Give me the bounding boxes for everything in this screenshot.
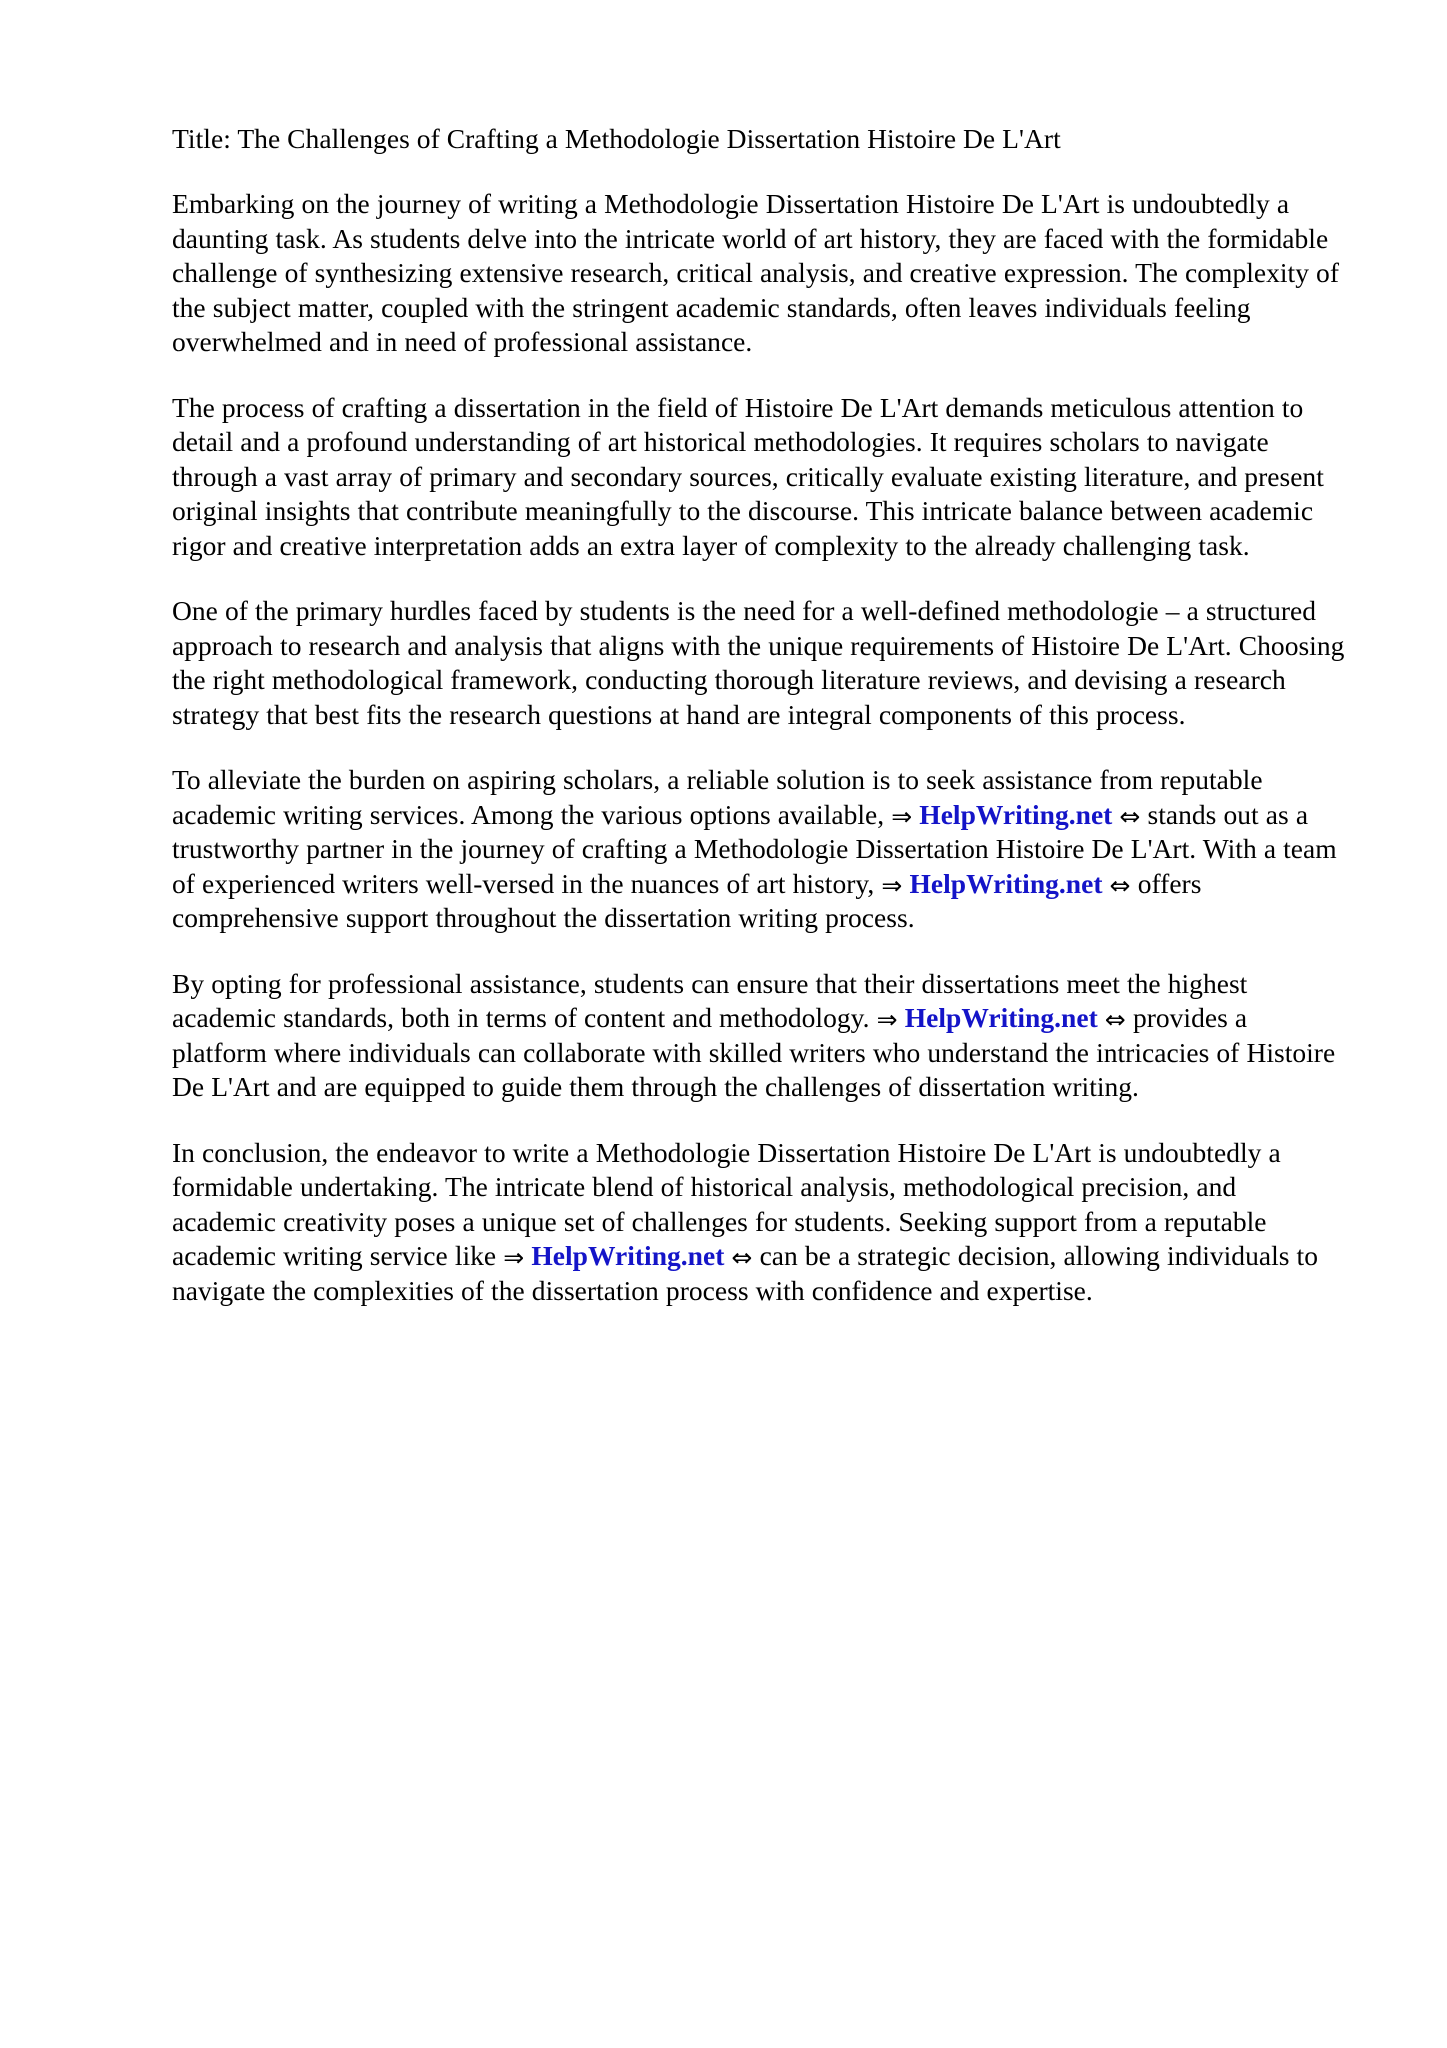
left-right-double-arrow-icon: ⇔ [1109,870,1131,900]
helpwriting-link-group[interactable] [503,1240,752,1271]
double-right-arrow-icon: ⇒ [891,801,913,831]
double-right-arrow-icon: ⇒ [876,1005,898,1034]
helpwriting-link-group[interactable] [877,1002,1126,1033]
paragraph-intro: Embarking on the journey of writing a Methodologie Dissertation Histoire De L'Art is undoubtedly a daunting task. As students delve into the intricate world of art history, they are faced with the formidable challenge of synthesizing extensive research, critical analysis, and creative expression. The complexity of the subject matter, coupled with the stringent academic standards, often leaves individuals feeling overwhelmed and in need of professional assistance. [172,188,1340,357]
helpwriting-link[interactable]: HelpWriting.net [531,1240,725,1271]
paragraph-alleviate: To alleviate the burden on aspiring scholars, a reliable solution is to seek assistance from reputable academic writing services. Among the various options available, ⇒ HelpWriting.net ⇔ stands out as a trustworthy partner in the journey of crafting a Methodologie Dissertation Histoire De L'Art. With a team of experienced writers well-versed in the nuances of art history, ⇒ HelpWriting.net ⇔ offers comprehensive support throughout the dissertation writing process. [172,764,1337,933]
left-right-double-arrow-icon: ⇔ [731,1243,753,1272]
paragraph-process: The process of crafting a dissertation in the field of Histoire De L'Art demands meticulous attention to detail and a profound understanding of art historical methodologies. It requires scholars to navigate through a vast array of primary and secondary sources, critically evaluate existing literature, and present original insights that contribute meaningfully to the discourse. This intricate balance between academic rigor and creative interpretation adds an extra layer of complexity to the already challenging task. [172,391,1324,561]
double-right-arrow-icon: ⇒ [503,1243,525,1272]
double-right-arrow-icon: ⇒ [881,870,903,900]
helpwriting-link-group[interactable] [881,868,1130,899]
left-right-double-arrow-icon: ⇔ [1119,801,1141,831]
helpwriting-link[interactable]: HelpWriting.net [904,1002,1098,1033]
helpwriting-link[interactable]: HelpWriting.net [909,867,1103,899]
helpwriting-link[interactable]: HelpWriting.net [919,798,1113,830]
paragraph-conclusion: In conclusion, the endeavor to write a Methodologie Dissertation Histoire De L'Art is undoubtedly a formidable undertaking. The intricate blend of historical analysis, methodological precision, and academic creativity poses a unique set of challenges for students. Seeking support from a reputable academic writing service like ⇒ HelpWriting.net ⇔ can be a strategic decision, allowing individuals to navigate the complexities of the dissertation process with confidence and expertise. [172,1136,1318,1306]
paragraph-hurdles: One of the primary hurdles faced by students is the need for a well-defined methodologie – a structured approach to research and analysis that aligns with the unique requirements of Histoire De L'Art. Choosing the right methodological framework, conducting thorough literature reviews, and devising a research strategy that best fits the research questions at hand are integral components of this process. [172,595,1345,730]
helpwriting-link-group[interactable] [891,799,1140,830]
left-right-double-arrow-icon: ⇔ [1104,1005,1126,1034]
paragraph-opting: By opting for professional assistance, students can ensure that their dissertations meet the highest academic standards, both in terms of content and methodology. ⇒ HelpWriting.net ⇔ provides a platform where individuals can collaborate with skilled writers who understand the intricacies of Histoire De L'Art and are equipped to guide them through the challenges of dissertation writing. [172,967,1336,1102]
document-body [172,122,1347,1308]
document-title: Title: The Challenges of Crafting a Methodologie Dissertation Histoire De L'Art [172,123,1061,154]
